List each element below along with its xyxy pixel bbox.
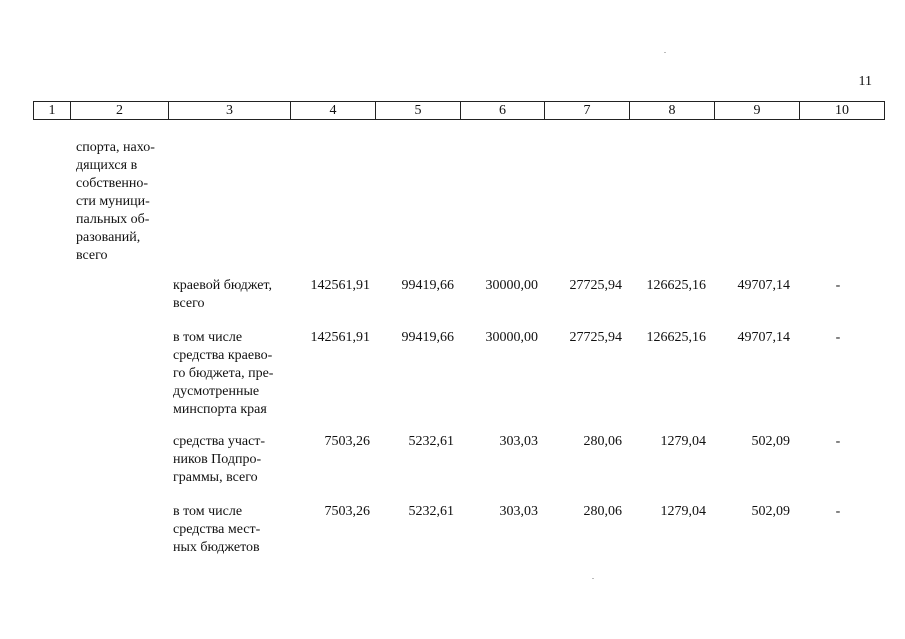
row-value-col5: 5232,61 [408, 504, 454, 519]
header-col-1: 1 [34, 102, 71, 120]
header-col-2: 2 [71, 102, 169, 120]
row-value-col10: - [835, 434, 841, 449]
row-value-col5: 99419,66 [401, 278, 454, 293]
row-value-col10: - [835, 504, 841, 519]
row-value-col4: 7503,26 [324, 504, 370, 519]
row-value-col8: 126625,16 [646, 278, 706, 293]
row-label: средства участ- ников Подпро- граммы, всего [173, 434, 266, 485]
row-value-col7: 280,06 [583, 434, 622, 449]
row-value-col4: 142561,91 [310, 278, 370, 293]
row-label: в том числе средства краево- го бюджета, пре- дусмотренные минспорта края [173, 330, 274, 417]
row-value-col4: 7503,26 [324, 434, 370, 449]
row-value-col6: 30000,00 [485, 330, 538, 345]
row-value-col7: 27725,94 [569, 330, 622, 345]
header-col-5: 5 [376, 102, 461, 120]
row-label: в том числе средства мест- ных бюджетов [173, 504, 261, 555]
row-value-col10: - [835, 278, 841, 293]
row-value-col8: 1279,04 [660, 504, 706, 519]
row-value-col5: 99419,66 [401, 330, 454, 345]
page-number: 11 [858, 74, 872, 89]
row-value-col5: 5232,61 [408, 434, 454, 449]
header-col-3: 3 [169, 102, 291, 120]
row-value-col4: 142561,91 [310, 330, 370, 345]
header-col-9: 9 [715, 102, 800, 120]
header-col-7: 7 [545, 102, 630, 120]
row-value-col9: 49707,14 [737, 330, 790, 345]
scan-speck [592, 578, 594, 579]
header-col-10: 10 [800, 102, 885, 120]
row-value-col6: 30000,00 [485, 278, 538, 293]
row-value-col9: 502,09 [751, 504, 790, 519]
row-value-col8: 1279,04 [660, 434, 706, 449]
header-col-4: 4 [291, 102, 376, 120]
row-value-col6: 303,03 [499, 504, 538, 519]
row-value-col6: 303,03 [499, 434, 538, 449]
column-number-header [33, 101, 885, 120]
header-col-6: 6 [461, 102, 545, 120]
row-value-col9: 49707,14 [737, 278, 790, 293]
header-col-8: 8 [630, 102, 715, 120]
row-value-col7: 27725,94 [569, 278, 622, 293]
row-value-col9: 502,09 [751, 434, 790, 449]
row-value-col7: 280,06 [583, 504, 622, 519]
row-value-col10: - [835, 330, 841, 345]
header-row [34, 102, 885, 120]
column2-description: спорта, нахо- дящихся в собственно- сти муници- пальных об- разований, всего [76, 140, 155, 263]
row-label: краевой бюджет, всего [173, 278, 272, 311]
scan-speck [664, 52, 666, 53]
row-value-col8: 126625,16 [646, 330, 706, 345]
